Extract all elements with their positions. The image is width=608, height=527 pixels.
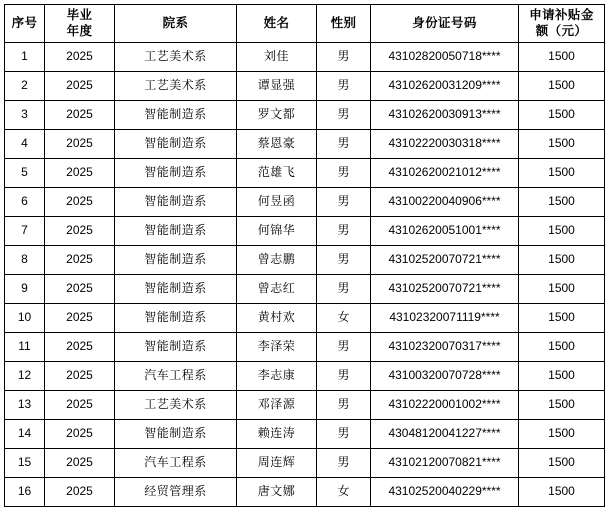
header-index xyxy=(5,5,45,43)
cell-graduation-year: 2025 xyxy=(45,275,115,304)
cell-subsidy-amount: 1500 xyxy=(519,391,605,420)
cell-department: 智能制造系 xyxy=(115,304,237,333)
cell-gender: 男 xyxy=(317,130,371,159)
cell-name: 黄村欢 xyxy=(237,304,317,333)
cell-id-number: 43102520040229**** xyxy=(371,478,519,507)
cell-gender: 男 xyxy=(317,159,371,188)
table-row xyxy=(5,362,605,391)
table-row xyxy=(5,333,605,362)
cell-department: 智能制造系 xyxy=(115,420,237,449)
cell-id-number: 43102620030913**** xyxy=(371,101,519,130)
cell-department: 汽车工程系 xyxy=(115,362,237,391)
cell-department: 智能制造系 xyxy=(115,275,237,304)
cell-index: 13 xyxy=(5,391,45,420)
cell-index: 8 xyxy=(5,246,45,275)
cell-gender: 男 xyxy=(317,362,371,391)
cell-graduation-year: 2025 xyxy=(45,188,115,217)
cell-subsidy-amount: 1500 xyxy=(519,246,605,275)
cell-index: 14 xyxy=(5,420,45,449)
cell-index: 6 xyxy=(5,188,45,217)
header-name-line1: 姓名 xyxy=(263,16,290,31)
header-gender-line1: 性别 xyxy=(330,16,357,31)
cell-id-number: 43102520070721**** xyxy=(371,246,519,275)
cell-name: 唐文娜 xyxy=(237,478,317,507)
cell-id-number: 43100220040906**** xyxy=(371,188,519,217)
header-gender xyxy=(317,5,371,43)
cell-department: 智能制造系 xyxy=(115,159,237,188)
table-row xyxy=(5,275,605,304)
cell-name: 范雄飞 xyxy=(237,159,317,188)
header-id-number-line1: 身份证号码 xyxy=(412,16,477,31)
table-row xyxy=(5,72,605,101)
cell-gender: 男 xyxy=(317,43,371,72)
cell-department: 智能制造系 xyxy=(115,101,237,130)
table-body xyxy=(5,43,605,507)
cell-department: 智能制造系 xyxy=(115,333,237,362)
cell-index: 1 xyxy=(5,43,45,72)
cell-id-number: 43102620051001**** xyxy=(371,217,519,246)
cell-department: 经贸管理系 xyxy=(115,478,237,507)
header-subsidy-amount-line2: 额（元） xyxy=(535,23,588,38)
cell-index: 5 xyxy=(5,159,45,188)
cell-name: 曾志红 xyxy=(237,275,317,304)
cell-gender: 女 xyxy=(317,478,371,507)
cell-id-number: 43102320070317**** xyxy=(371,333,519,362)
table-row xyxy=(5,478,605,507)
cell-department: 智能制造系 xyxy=(115,217,237,246)
header-subsidy-amount-line1: 申请补贴金 xyxy=(529,7,594,22)
subsidy-application-sheet xyxy=(4,4,604,507)
cell-name: 李泽荣 xyxy=(237,333,317,362)
cell-id-number: 43100320070728**** xyxy=(371,362,519,391)
cell-name: 何锦华 xyxy=(237,217,317,246)
cell-id-number: 43102220030318**** xyxy=(371,130,519,159)
cell-graduation-year: 2025 xyxy=(45,130,115,159)
cell-name: 赖连涛 xyxy=(237,420,317,449)
cell-graduation-year: 2025 xyxy=(45,72,115,101)
cell-name: 谭显强 xyxy=(237,72,317,101)
applicant-table xyxy=(4,4,605,507)
cell-index: 11 xyxy=(5,333,45,362)
cell-id-number: 43048120041227**** xyxy=(371,420,519,449)
cell-index: 4 xyxy=(5,130,45,159)
cell-gender: 男 xyxy=(317,217,371,246)
cell-name: 曾志鹏 xyxy=(237,246,317,275)
cell-subsidy-amount: 1500 xyxy=(519,362,605,391)
cell-graduation-year: 2025 xyxy=(45,159,115,188)
cell-id-number: 43102120070821**** xyxy=(371,449,519,478)
table-header xyxy=(5,5,605,43)
table-row xyxy=(5,391,605,420)
cell-subsidy-amount: 1500 xyxy=(519,217,605,246)
cell-subsidy-amount: 1500 xyxy=(519,420,605,449)
cell-name: 蔡恩豪 xyxy=(237,130,317,159)
cell-name: 罗文都 xyxy=(237,101,317,130)
cell-subsidy-amount: 1500 xyxy=(519,101,605,130)
header-index-line1: 序号 xyxy=(11,16,38,31)
cell-index: 3 xyxy=(5,101,45,130)
cell-subsidy-amount: 1500 xyxy=(519,159,605,188)
cell-name: 周连辉 xyxy=(237,449,317,478)
table-row xyxy=(5,217,605,246)
header-graduation-year-line1: 毕业 xyxy=(66,7,93,22)
cell-name: 刘佳 xyxy=(237,43,317,72)
cell-name: 李志康 xyxy=(237,362,317,391)
header-graduation-year xyxy=(45,5,115,43)
cell-gender: 男 xyxy=(317,420,371,449)
cell-id-number: 43102820050718**** xyxy=(371,43,519,72)
header-subsidy-amount xyxy=(519,5,605,43)
cell-id-number: 43102520070721**** xyxy=(371,275,519,304)
cell-gender: 男 xyxy=(317,246,371,275)
cell-subsidy-amount: 1500 xyxy=(519,449,605,478)
cell-department: 工艺美术系 xyxy=(115,72,237,101)
cell-subsidy-amount: 1500 xyxy=(519,130,605,159)
cell-department: 智能制造系 xyxy=(115,246,237,275)
cell-graduation-year: 2025 xyxy=(45,420,115,449)
cell-id-number: 43102220001002**** xyxy=(371,391,519,420)
cell-graduation-year: 2025 xyxy=(45,101,115,130)
header-name xyxy=(237,5,317,43)
cell-subsidy-amount: 1500 xyxy=(519,304,605,333)
cell-subsidy-amount: 1500 xyxy=(519,188,605,217)
cell-graduation-year: 2025 xyxy=(45,478,115,507)
header-id-number xyxy=(371,5,519,43)
cell-index: 10 xyxy=(5,304,45,333)
table-row xyxy=(5,43,605,72)
cell-graduation-year: 2025 xyxy=(45,449,115,478)
cell-id-number: 43102320071119**** xyxy=(371,304,519,333)
cell-subsidy-amount: 1500 xyxy=(519,43,605,72)
cell-graduation-year: 2025 xyxy=(45,362,115,391)
cell-index: 9 xyxy=(5,275,45,304)
cell-gender: 男 xyxy=(317,72,371,101)
table-row xyxy=(5,188,605,217)
cell-graduation-year: 2025 xyxy=(45,391,115,420)
cell-graduation-year: 2025 xyxy=(45,304,115,333)
cell-gender: 男 xyxy=(317,188,371,217)
header-row xyxy=(5,5,605,43)
table-row xyxy=(5,246,605,275)
cell-index: 2 xyxy=(5,72,45,101)
table-row xyxy=(5,159,605,188)
cell-gender: 女 xyxy=(317,304,371,333)
cell-gender: 男 xyxy=(317,449,371,478)
cell-subsidy-amount: 1500 xyxy=(519,478,605,507)
cell-id-number: 43102620021012**** xyxy=(371,159,519,188)
cell-department: 工艺美术系 xyxy=(115,391,237,420)
cell-subsidy-amount: 1500 xyxy=(519,333,605,362)
cell-graduation-year: 2025 xyxy=(45,43,115,72)
cell-gender: 男 xyxy=(317,275,371,304)
table-row xyxy=(5,420,605,449)
cell-graduation-year: 2025 xyxy=(45,333,115,362)
cell-subsidy-amount: 1500 xyxy=(519,72,605,101)
cell-name: 何昱函 xyxy=(237,188,317,217)
cell-id-number: 43102620031209**** xyxy=(371,72,519,101)
header-department-line1: 院系 xyxy=(162,16,189,31)
cell-index: 7 xyxy=(5,217,45,246)
cell-index: 15 xyxy=(5,449,45,478)
cell-index: 16 xyxy=(5,478,45,507)
table-row xyxy=(5,130,605,159)
table-row xyxy=(5,304,605,333)
cell-department: 工艺美术系 xyxy=(115,43,237,72)
cell-graduation-year: 2025 xyxy=(45,217,115,246)
cell-department: 智能制造系 xyxy=(115,130,237,159)
table-row xyxy=(5,101,605,130)
header-department xyxy=(115,5,237,43)
cell-index: 12 xyxy=(5,362,45,391)
cell-subsidy-amount: 1500 xyxy=(519,275,605,304)
cell-gender: 男 xyxy=(317,101,371,130)
cell-department: 智能制造系 xyxy=(115,188,237,217)
cell-graduation-year: 2025 xyxy=(45,246,115,275)
cell-department: 汽车工程系 xyxy=(115,449,237,478)
table-row xyxy=(5,449,605,478)
cell-name: 邓泽源 xyxy=(237,391,317,420)
cell-gender: 男 xyxy=(317,391,371,420)
cell-gender: 男 xyxy=(317,333,371,362)
header-graduation-year-line2: 年度 xyxy=(66,23,93,38)
